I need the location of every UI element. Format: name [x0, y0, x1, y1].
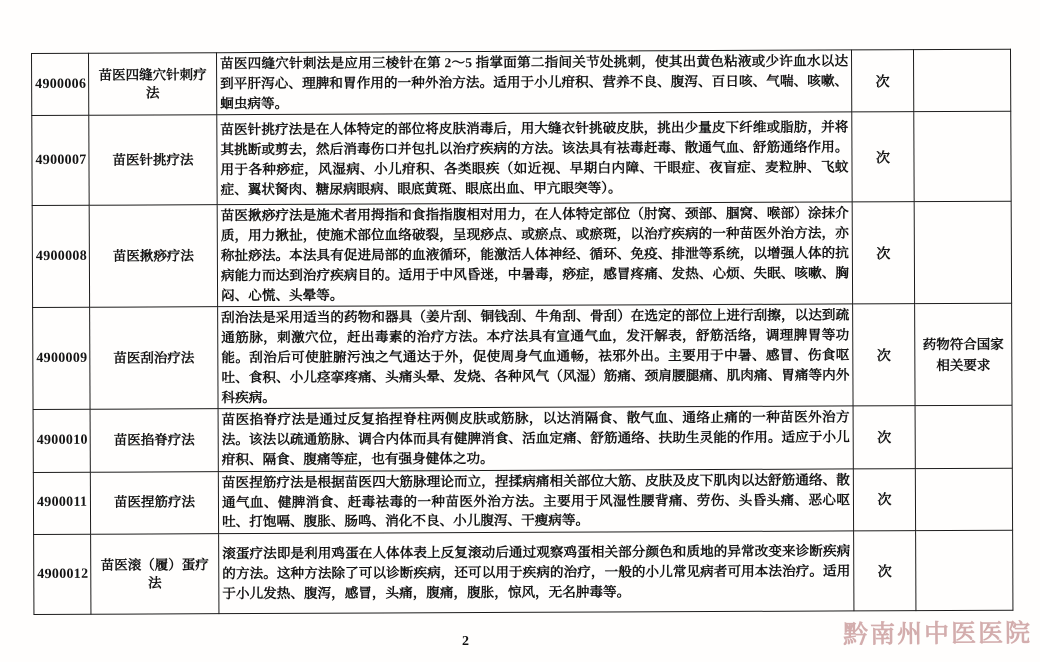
unit-cell: 次 [854, 531, 916, 611]
note-cell [914, 112, 1011, 202]
description-cell: 苗医四缝穴针刺法是应用三棱针在第 2～5 指掌面第二指间关节处挑刺，使其出黄色粘液或少许血水以达到平肝泻心、理脾和胃作用的一种外治方法。适用于小儿疳积、营养不良、腹泻、百日咳、气喘、咳嗽、蛔虫病等。 [217, 50, 852, 115]
note-cell [915, 406, 1012, 469]
note-cell [914, 202, 1011, 304]
note-cell [915, 468, 1012, 531]
code-cell: 4900009 [33, 308, 90, 410]
unit-cell: 次 [853, 468, 915, 531]
code-cell: 4900007 [32, 116, 89, 206]
note-cell: 药物符合国家相关要求 [915, 304, 1012, 406]
description-cell: 苗医针挑疗法是在人体特定的部位将皮肤消毒后，用大缝衣针挑破皮肤，挑出少量皮下纤维或脂肪，并将其挑断或剪去，然后消毒伤口并包扎以治疗疾病的方法。该法具有祛毒赶毒、散通气血、舒筋通络作用。用于各种痧症，风湿病、小儿疳积、各类眼疾（如近视、早期白内障、干眼症、夜盲症、麦粒肿、飞蚊症、翼状胬肉、糖尿病眼病、眼底黄斑、眼底出血、甲亢眼突等）。 [217, 112, 852, 205]
unit-cell: 次 [851, 50, 913, 113]
description-cell: 苗医揪痧疗法是施术者用拇指和食指指腹相对用力，在人体特定部位（肘窝、颈部、腘窝、喉部）涂抹介质，用力揪扯，使施术部位血络破裂，呈现痧点、或瘀点、或瘀斑，以治疗疾病的一种苗医外治方法，亦称扯痧法。本法具有促进局部的血液循环，能激活人体神经、循环、免疫、排泄等系统，以增强人体的抗病能力而达到治疗疾病目的。适用于中风昏迷，中暑毒，痧症，感冒疼痛、发热、心烦、失眠、咳嗽、胸闷、心慌、头晕等。 [217, 202, 852, 307]
table-row [34, 530, 1013, 614]
table-row [32, 49, 1011, 116]
note-cell [913, 49, 1010, 112]
therapy-table [31, 49, 1013, 615]
table-row [33, 406, 1012, 473]
name-cell: 苗医揪痧疗法 [89, 205, 217, 308]
code-cell: 4900010 [33, 410, 90, 473]
name-cell: 苗医四缝穴针刺疗法 [89, 53, 217, 116]
name-cell: 苗医掐脊疗法 [90, 409, 218, 472]
name-cell: 苗医捏筋疗法 [90, 471, 218, 534]
unit-cell: 次 [852, 112, 914, 202]
code-cell: 4900006 [32, 53, 89, 116]
name-cell: 苗医滚（履）蛋疗法 [91, 534, 219, 615]
code-cell: 4900012 [34, 534, 91, 614]
description-cell: 苗医捏筋疗法是根据苗医四大筋脉理论而立，捏揉病痛相关部位大筋、皮肤及皮下肌肉以达舒筋通络、散通气血、健脾消食、赶毒祛毒的一种苗医外治方法。主要用于风湿性腰背痛、劳伤、头昏头痛、恶心呕吐、打饱嗝、腹胀、肠鸣、消化不良、小儿腹泻、干瘦病等。 [218, 469, 853, 534]
table-row [32, 202, 1011, 308]
description-cell: 苗医掐脊疗法是通过反复掐捏脊柱两侧皮肤或筋脉，以达消隔食、散气血、通络止痛的一种苗医外治方法。该法以疏通筋脉、调合内体而具有健脾消食、活血定痛、舒筋通络、扶助生灵能的作用。适应于小儿疳积、隔食、腹痛等症，也有强身健体之功。 [218, 406, 853, 471]
unit-cell: 次 [853, 304, 915, 406]
name-cell: 苗医刮治疗法 [90, 307, 218, 410]
description-cell: 刮治法是采用适当的药物和器具（姜片刮、铜钱刮、牛角刮、骨刮）在选定的部位上进行刮擦，以达到疏通筋脉，刺激穴位，赶出毒素的治疗方法。本疗法具有宣通气血，发汗解表，舒筋活络，调理脾胃等功能。刮治后可使脏腑污浊之气通达于外，促使周身气血通畅，祛邪外出。主要用于中暑、感冒、伤食呕吐、食积、小儿痉挛疼痛、头痛头晕、发烧、各种风气（风湿）筋痛、颈肩腰腿痛、肌肉痛、胃痛等内外科疾病。 [218, 304, 853, 409]
page-number: 2 [462, 634, 469, 649]
unit-cell: 次 [852, 202, 914, 304]
note-cell [916, 530, 1013, 610]
code-cell: 4900011 [33, 472, 90, 535]
code-cell: 4900008 [32, 206, 89, 308]
table-row [33, 304, 1012, 410]
description-cell: 滚蛋疗法即是利用鸡蛋在人体体表上反复滚动后通过观察鸡蛋相关部分颜色和质地的异常改变来诊断疾病的方法。这种方法除了可以诊断疾病，还可以用于疾病的治疗，一般的小儿常见病者可用本法治疗。适用于小儿发热、腹泻，感冒，头痛，腹痛，腹胀，惊风，无名肿毒等。 [219, 531, 854, 614]
table-row [33, 468, 1012, 535]
hospital-watermark: 黔南州中医医院 [842, 620, 1033, 649]
unit-cell: 次 [853, 406, 915, 469]
name-cell: 苗医针挑疗法 [89, 115, 217, 206]
table-row [32, 112, 1011, 206]
therapy-table-wrap [31, 49, 1012, 615]
